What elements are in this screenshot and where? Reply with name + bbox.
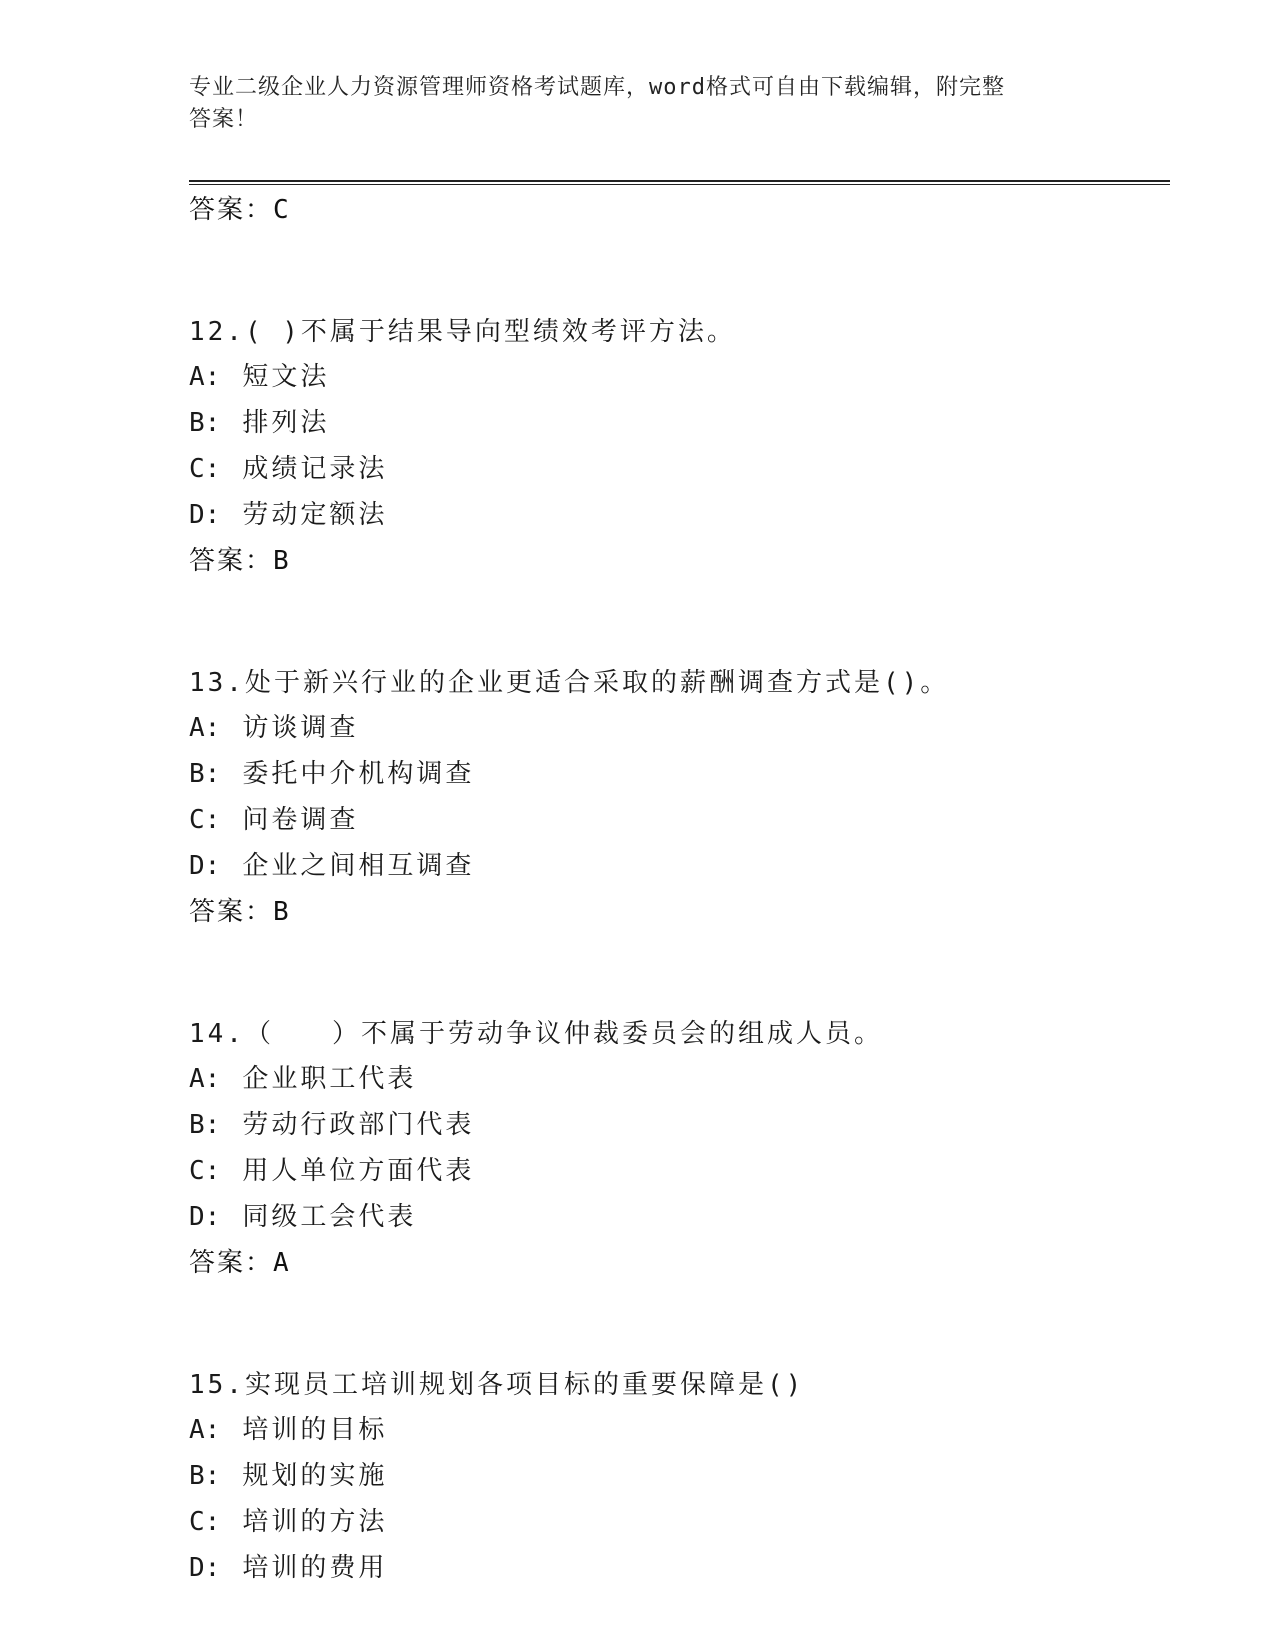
option-b: B: 委托中介机构调查: [189, 759, 475, 789]
option-a: A: 企业职工代表: [189, 1064, 417, 1094]
option-d: D: 企业之间相互调查: [189, 851, 475, 881]
previous-answer: [189, 194, 1169, 226]
option-c: C: 用人单位方面代表: [189, 1156, 475, 1186]
question-stem: 13.处于新兴行业的企业更适合采取的薪酬调查方式是()。: [189, 668, 950, 698]
option-b: B: 排列法: [189, 408, 330, 438]
answer-value: C: [273, 195, 289, 225]
option-a: A: 培训的目标: [189, 1415, 388, 1445]
option-b: B: 规划的实施: [189, 1461, 388, 1491]
document-body: [189, 194, 1169, 1598]
option-b: B: 劳动行政部门代表: [189, 1110, 475, 1140]
option-d: D: 培训的费用: [189, 1553, 388, 1583]
question-stem: 15.实现员工培训规划各项目标的重要保障是(): [189, 1370, 805, 1400]
header-divider: [189, 180, 1170, 185]
question-13: [189, 667, 1169, 928]
question-answer: 答案：B: [189, 546, 289, 576]
option-c: C: 培训的方法: [189, 1507, 388, 1537]
question-12: [189, 316, 1169, 577]
answer-label: 答案：: [189, 195, 274, 225]
question-answer: 答案：B: [189, 897, 289, 927]
question-stem: 12.( )不属于结果导向型绩效考评方法。: [189, 317, 736, 347]
option-a: A: 短文法: [189, 362, 330, 392]
option-a: A: 访谈调查: [189, 713, 359, 743]
option-c: C: 成绩记录法: [189, 454, 388, 484]
header-line-1: 专业二级企业人力资源管理师资格考试题库，word格式可自由下载编辑，附完整: [189, 75, 1005, 100]
question-14: [189, 1018, 1169, 1279]
option-c: C: 问卷调查: [189, 805, 359, 835]
question-15: [189, 1369, 1169, 1584]
option-d: D: 劳动定额法: [189, 500, 388, 530]
header-line-2: 答案！: [189, 107, 259, 132]
question-answer: 答案：A: [189, 1248, 289, 1278]
option-d: D: 同级工会代表: [189, 1202, 417, 1232]
question-stem: 14.（ ）不属于劳动争议仲裁委员会的组成人员。: [189, 1019, 883, 1049]
page-header: [189, 72, 1089, 136]
